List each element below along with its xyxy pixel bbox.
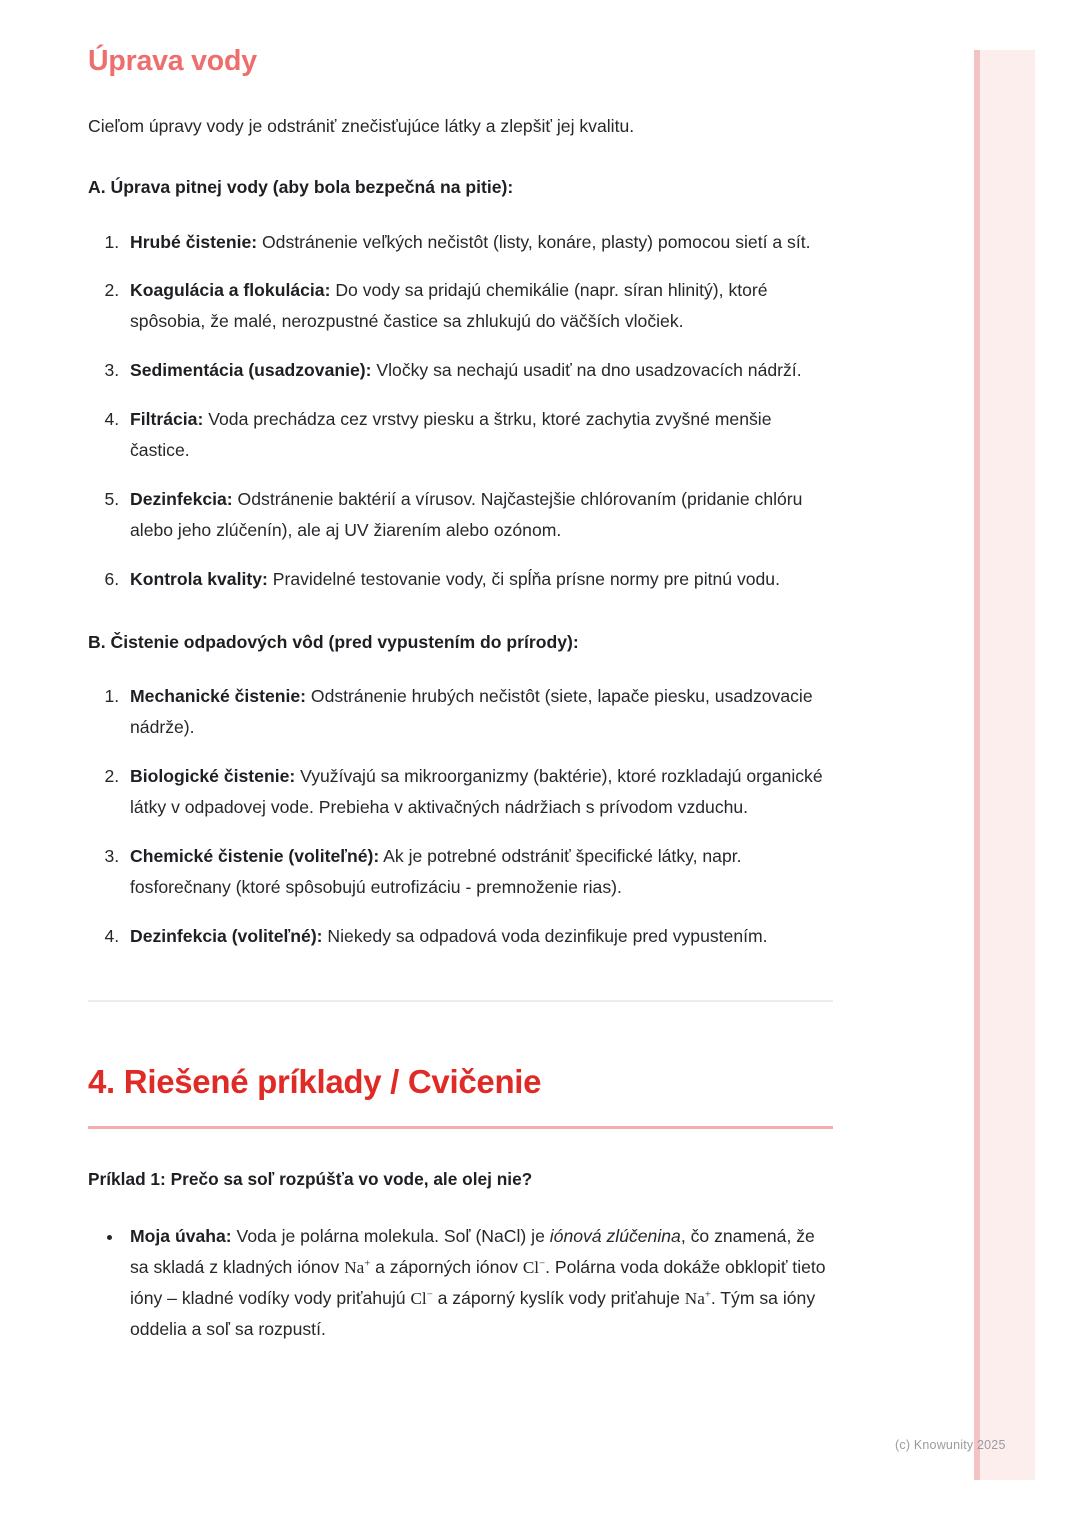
step-text: Voda prechádza cez vrstvy piesku a štrku, ktoré zachytia zvyšné menšie častice. (130, 409, 772, 461)
formula-chloride-anion: Cl− (410, 1288, 433, 1308)
list-item (124, 921, 833, 952)
note-text-part1: Voda je polárna molekula. Soľ (NaCl) je (231, 1225, 550, 1246)
decorative-edge-stripe (974, 50, 1035, 1480)
list-item (124, 227, 833, 258)
step-label: Dezinfekcia (voliteľné): (130, 926, 323, 947)
formula-sodium-cation: Na+ (684, 1288, 711, 1308)
lead-paragraph: Cieľom úpravy vody je odstrániť znečisťujúce látky a zlepšiť jej kvalitu. (88, 115, 635, 136)
copyright-watermark: (c) Knowunity 2025 (895, 1438, 1006, 1452)
list-item (124, 355, 833, 386)
step-text: Pravidelné testovanie vody, či spĺňa prísne normy pre pitnú vodu. (267, 569, 780, 590)
note-text-part5: a záporný kyslík vody priťahuje (432, 1287, 685, 1308)
list-item (124, 275, 833, 337)
step-text: Využívajú sa mikroorganizmy (baktérie), ktoré rozkladajú organické látky v odpadovej vode. Prebieha v aktivačných nádržiach s prívodom vzduchu. (130, 766, 823, 818)
note-text-part2: , čo znamená, že sa skladá z kladných iónov (130, 1225, 815, 1277)
section-b-step-list (88, 681, 833, 952)
step-text: Vločky sa nechajú usadiť na dno usadzovacích nádrží. (371, 360, 802, 381)
section-a-heading: A. Úprava pitnej vody (aby bola bezpečná na pitie): (88, 177, 514, 198)
example-1-title: Príklad 1: Prečo sa soľ rozpúšťa vo vode, ale olej nie? (88, 1168, 533, 1189)
step-label: Filtrácia: (130, 409, 204, 430)
step-label: Mechanické čistenie: (130, 686, 307, 707)
step-label: Dezinfekcia: (130, 489, 233, 510)
formula-sodium-cation: Na+ (344, 1257, 371, 1277)
step-label: Biologické čistenie: (130, 766, 296, 787)
note-text-part4: . Polárna voda dokáže obklopiť tieto ióny – kladné vodíky vody priťahujú (130, 1256, 826, 1308)
section-b-heading: B. Čistenie odpadových vôd (pred vypustením do prírody): (88, 632, 579, 653)
decorative-edge-stripe-rule (974, 50, 980, 1480)
step-text: Niekedy sa odpadová voda dezinfikuje pred vypustením. (322, 926, 768, 947)
step-label: Koagulácia a flokulácia: (130, 280, 331, 301)
step-text: Do vody sa pridajú chemikálie (napr. síran hlinitý), ktoré spôsobia, že malé, nerozpustné častice sa zhlukujú do väčších vločiek. (130, 280, 768, 332)
list-item (124, 1221, 833, 1345)
step-text: Odstránenie veľkých nečistôt (listy, konáre, plasty) pomocou sietí a sít. (257, 231, 811, 252)
list-item (124, 404, 833, 466)
list-item (124, 761, 833, 823)
section-divider (88, 1000, 833, 1002)
note-italic-term: iónová zlúčenina (549, 1225, 681, 1246)
step-label: Sedimentácia (usadzovanie): (130, 360, 372, 381)
step-text: Odstránenie hrubých nečistôt (siete, lapače piesku, usadzovacie nádrže). (130, 686, 813, 738)
step-label: Hrubé čistenie: (130, 231, 258, 252)
section-4-heading: 4. Riešené príklady / Cvičenie (88, 1063, 542, 1101)
example-1-note-list (88, 1221, 833, 1345)
content-column (88, 44, 833, 1345)
note-text-part3: a záporných iónov (370, 1256, 523, 1277)
note-text-part6: . Tým sa ióny oddelia a soľ sa rozpustí. (130, 1287, 816, 1340)
list-item (124, 841, 833, 903)
list-item (124, 564, 833, 595)
step-text: Odstránenie baktérií a vírusov. Najčastejšie chlórovaním (pridanie chlóru alebo jeho zlúčenín), ale aj UV žiarením alebo ozónom. (130, 489, 803, 541)
section-a-step-list (88, 227, 833, 596)
note-label: Moja úvaha: (130, 1225, 232, 1246)
page-title: Úprava vody (88, 45, 257, 77)
list-item (124, 484, 833, 546)
list-item (124, 681, 833, 743)
section-4-underline (88, 1126, 833, 1129)
step-text: Ak je potrebné odstrániť špecifické látky, napr. fosforečnany (ktoré spôsobujú eutrofizáciu - premnoženie rias). (130, 846, 742, 898)
step-label: Kontrola kvality: (130, 569, 268, 590)
step-label: Chemické čistenie (voliteľné): (130, 846, 380, 867)
formula-chloride-anion: Cl− (522, 1257, 546, 1277)
